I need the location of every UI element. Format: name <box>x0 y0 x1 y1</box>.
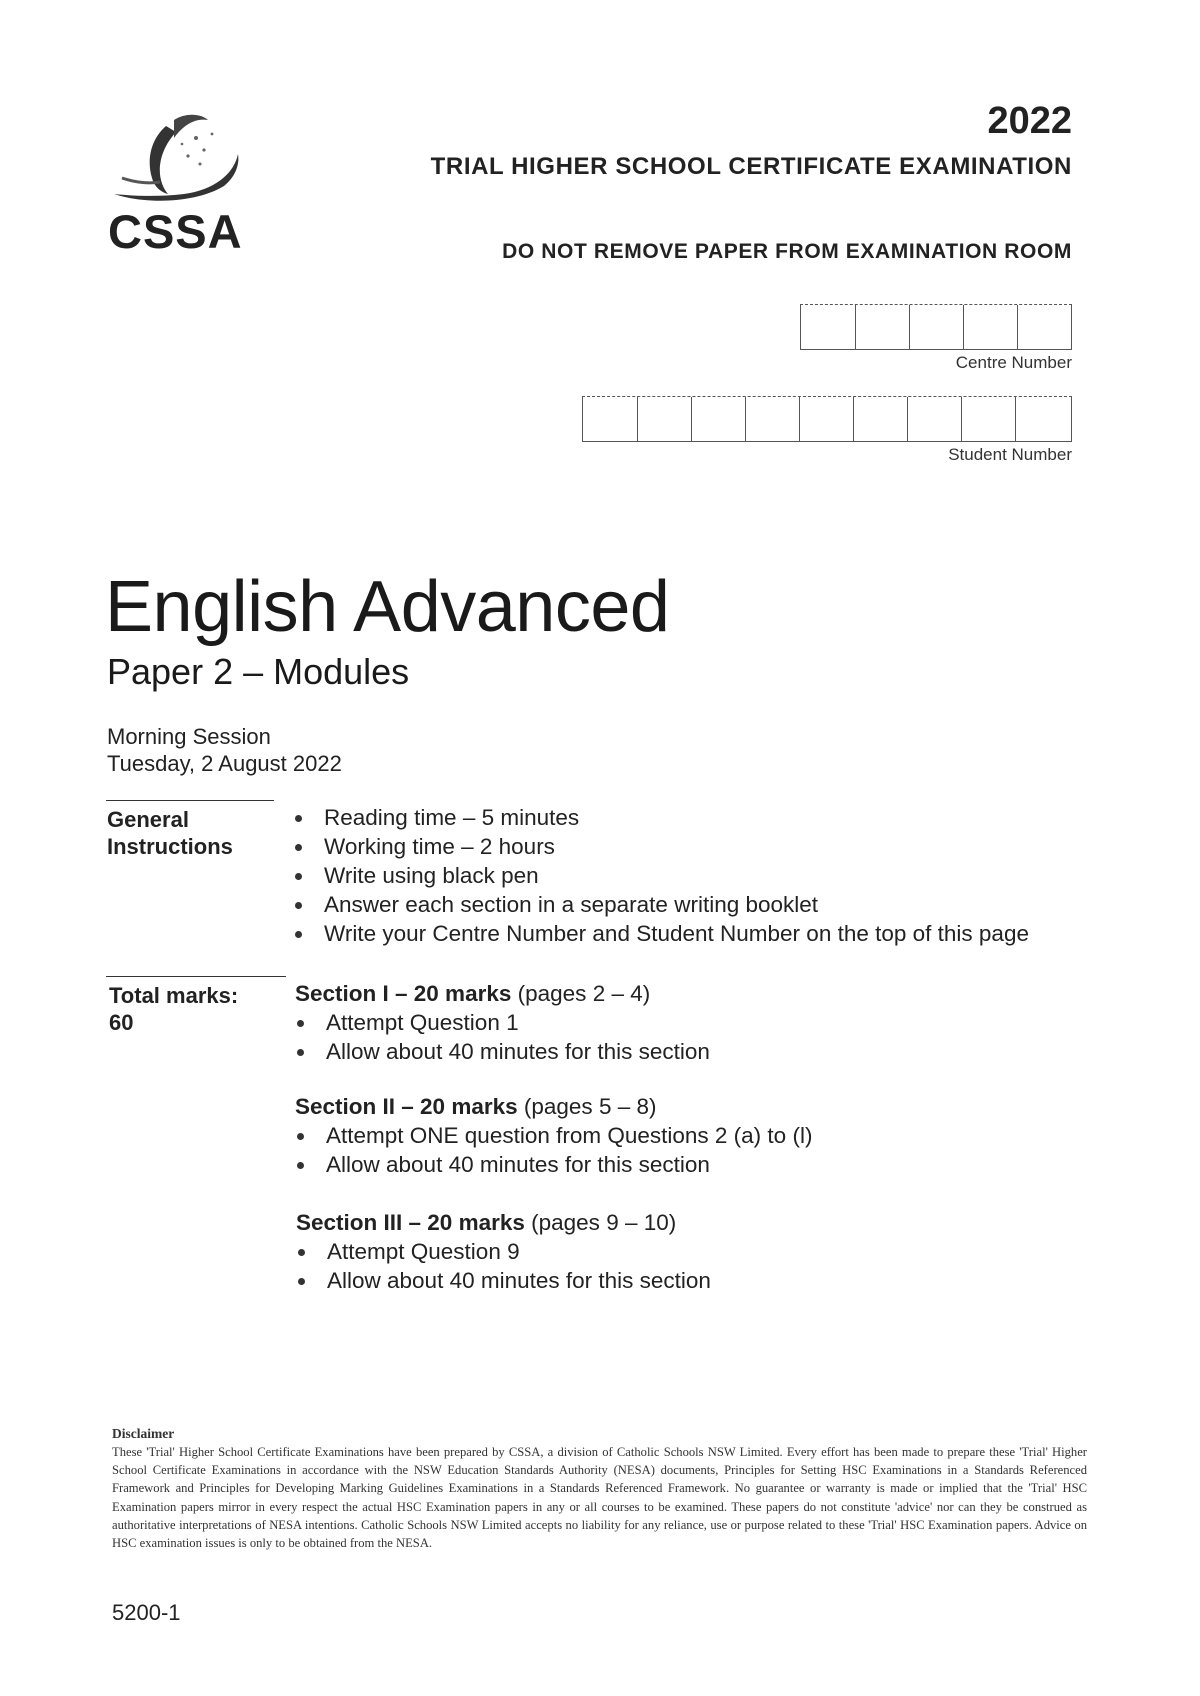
section-1-heading <box>295 979 650 1008</box>
general-instructions-list <box>293 803 1029 948</box>
centre-number-digit[interactable] <box>801 305 856 349</box>
list-item: Attempt Question 1 <box>295 1008 710 1037</box>
section-2-list <box>295 1121 812 1179</box>
section-pages: (pages 9 – 10) <box>531 1210 677 1235</box>
section-title: Section I – 20 marks <box>295 981 512 1006</box>
section-title: Section III – 20 marks <box>296 1210 525 1235</box>
paper-subtitle: Paper 2 – Modules <box>107 651 410 692</box>
section-2-heading <box>295 1092 656 1121</box>
paper-code: 5200-1 <box>112 1600 181 1625</box>
total-marks-text: Total marks: <box>109 983 239 1008</box>
disclaimer <box>112 1426 1087 1552</box>
centre-number-label: Centre Number <box>955 353 1072 372</box>
list-item: Working time – 2 hours <box>293 832 1029 861</box>
general-label-line: Instructions <box>107 834 233 859</box>
list-item: Allow about 40 minutes for this section <box>296 1266 711 1295</box>
list-item: Allow about 40 minutes for this section <box>295 1150 812 1179</box>
session-info <box>107 723 342 777</box>
subject-title: English Advanced <box>105 567 670 647</box>
student-number-digit[interactable] <box>961 397 1016 441</box>
student-number-digit[interactable] <box>583 397 638 441</box>
list-item: Attempt ONE question from Questions 2 (a) to (l) <box>295 1121 812 1150</box>
centre-number-digit[interactable] <box>963 305 1018 349</box>
student-number-digit[interactable] <box>691 397 746 441</box>
section-pages: (pages 2 – 4) <box>517 981 651 1006</box>
logo-text: CSSA <box>108 205 243 258</box>
centre-number-boxes[interactable] <box>800 304 1072 350</box>
exam-year: 2022 <box>987 100 1072 142</box>
do-not-remove-notice: DO NOT REMOVE PAPER FROM EXAMINATION ROOM <box>502 240 1072 263</box>
student-number-digit[interactable] <box>907 397 962 441</box>
general-label-line: General <box>107 807 189 832</box>
section-pages: (pages 5 – 8) <box>523 1094 657 1119</box>
student-number-digit[interactable] <box>853 397 908 441</box>
cssa-logo <box>104 108 254 258</box>
student-number-digit[interactable] <box>637 397 692 441</box>
student-number-digit[interactable] <box>799 397 854 441</box>
list-item: Attempt Question 9 <box>296 1237 711 1266</box>
student-number-digit[interactable] <box>745 397 800 441</box>
total-marks-value: 60 <box>109 1010 134 1035</box>
session-name: Morning Session <box>107 724 271 749</box>
centre-number-digit[interactable] <box>855 305 910 349</box>
cssa-emblem-icon <box>104 108 254 208</box>
section-3-heading <box>296 1208 676 1237</box>
disclaimer-title: Disclaimer <box>112 1426 175 1441</box>
divider <box>106 976 286 977</box>
general-instructions-label <box>107 806 233 860</box>
section-3-list <box>296 1237 711 1295</box>
list-item: Answer each section in a separate writing booklet <box>293 890 1029 919</box>
disclaimer-body: These 'Trial' Higher School Certificate Examinations have been prepared by CSSA, a division of Catholic Schools NSW Limited. Every effort has been made to prepare these 'Trial' Higher School Certificate Examinations in accordance with the NSW Education Standards Authority (NESA) documents, Principles for Setting HSC Examinations in a Standards Referenced Framework and Principles for Developing Marking Guidelines Examinations in a Standards Referenced Framework. No guarantee or warranty is made or implied that the 'Trial' HSC Examination papers mirror in every respect the actual HSC Examination papers in any or all courses to be examined. These papers do not constitute 'advice' nor can they be construed as authoritative interpretations of NESA intentions. Catholic Schools NSW Limited accepts no liability for any reliance, use or purpose related to these 'Trial' HSC Examination papers. Advice on HSC examination issues is only to be obtained from the NESA. <box>112 1445 1087 1551</box>
divider <box>106 800 274 801</box>
student-number-boxes[interactable] <box>582 396 1072 442</box>
section-title: Section II – 20 marks <box>295 1094 518 1119</box>
list-item: Write your Centre Number and Student Number on the top of this page <box>293 919 1029 948</box>
total-marks-label <box>109 982 238 1036</box>
centre-number-digit[interactable] <box>909 305 964 349</box>
list-item: Reading time – 5 minutes <box>293 803 1029 832</box>
section-1-list <box>295 1008 710 1066</box>
session-date: Tuesday, 2 August 2022 <box>107 751 342 776</box>
list-item: Write using black pen <box>293 861 1029 890</box>
list-item: Allow about 40 minutes for this section <box>295 1037 710 1066</box>
student-number-label: Student Number <box>948 445 1072 464</box>
exam-title: TRIAL HIGHER SCHOOL CERTIFICATE EXAMINATION <box>430 153 1072 180</box>
